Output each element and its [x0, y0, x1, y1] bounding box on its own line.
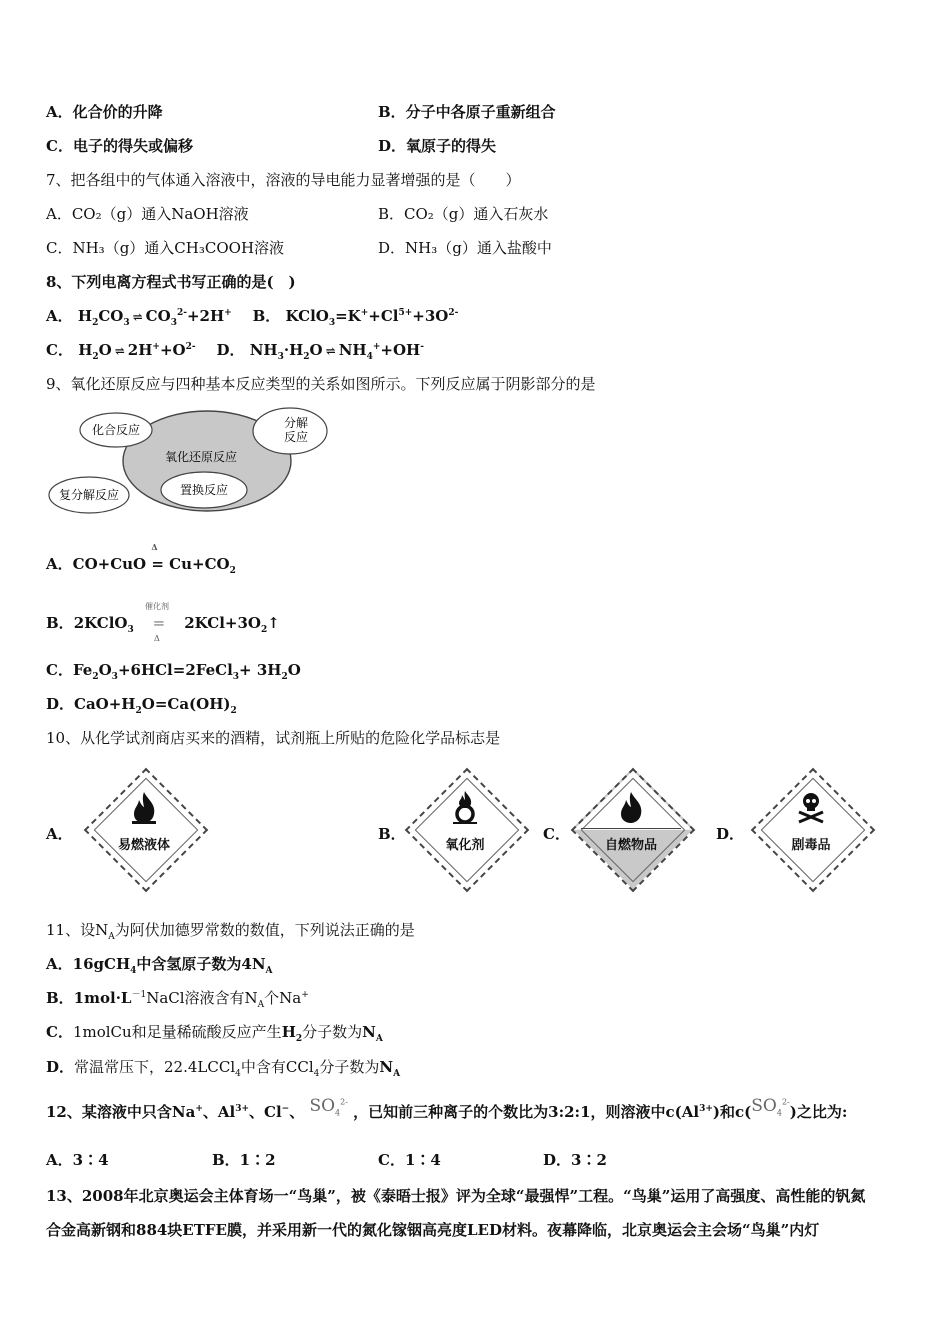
q11-option-c: C．1molCu和足量稀硫酸反应产生$H_2$分子数为$N_A$ [46, 1023, 383, 1044]
q12-stem: 12、某溶液中只含Na+、$Al^{3+}$、Cl−、 $SO_4^{2-}$ ，已知前三种离子的个数比为3:2:1，则溶液中$c(Al^{3+})$和$c(SO_4^{2-})$之比为: [46, 1096, 848, 1121]
q12-option-c: C．1∶4 [378, 1151, 441, 1169]
hazard-sign-spontaneously-combustible [571, 768, 691, 888]
flame-icon [128, 790, 160, 824]
combination-label: 化合反应 [91, 423, 141, 437]
q10-c-label: C． [543, 825, 570, 843]
q11-stem: 11、设$N_A$为阿伏加德罗常数的数值，下列说法正确的是 [46, 921, 415, 942]
q12-option-b: B．1∶2 [212, 1151, 276, 1169]
q9-option-c: C．$Fe_2O_3+6HCl=2FeCl_3+ 3H_2O$ [46, 661, 301, 682]
q10-a-label: A． [46, 825, 73, 843]
hazard-sign-flammable-liquid [84, 768, 204, 888]
q7-option-d: D．NH₃（g）通入盐酸中 [378, 239, 552, 257]
q8-d-equation: $NH_3\cdot H_2O$ ⇌ $NH_4^++OH^-$ [249, 341, 424, 362]
q11-option-a: A．16gCH$_4$中含氢原子数为$4N_A$ [46, 955, 273, 976]
q7-option-c: C．NH₃（g）通入CH₃COOH溶液 [46, 239, 285, 257]
q11-option-b: B．$1mol\cdot L^{-1}NaCl$溶液含有$N_A$个Na+ [46, 989, 309, 1010]
decomposition-label-1: 分解 [283, 416, 309, 430]
q9-option-b: B．2KClO$_3$ = 催化剂 Δ $2KCl+3O_2↑$ [46, 613, 280, 633]
q9-a-label: A． [46, 555, 73, 573]
q6-option-b: B．分子中各原子重新组合 [378, 103, 556, 121]
q9-b-catalyst: 催化剂 [144, 602, 169, 611]
q8-a-equation: $H_2CO_3$ ⇌ $CO_3^{2-}+2H^+$ [77, 307, 232, 328]
hazard-sign-toxic [751, 768, 871, 888]
reaction-relationship-diagram [46, 406, 336, 518]
q9-b-heat: Δ [153, 634, 160, 643]
q9-stem: 9、氧化还原反应与四种基本反应类型的关系如图所示。下列反应属于阴影部分的是 [46, 375, 596, 393]
q9-option-d: D．$CaO+H_2O=Ca(OH)_2$ [46, 695, 237, 716]
double-decomposition-label: 复分解反应 [58, 488, 120, 502]
hazard-sign-b-label: 氧化剂 [445, 838, 485, 853]
q9-d-label: D． [46, 695, 75, 713]
hazard-sign-oxidizer [405, 768, 525, 888]
q9-a-condition: Δ [151, 542, 158, 552]
q7-stem: 7、把各组中的气体通入溶液中，溶液的导电能力显著增强的是（ ） [46, 171, 521, 189]
skull-crossbones-icon [795, 790, 827, 824]
q12-option-a: A．3∶4 [46, 1151, 109, 1169]
q12-option-d: D．3∶2 [543, 1151, 607, 1169]
q9-b-label: B． [46, 614, 74, 632]
hazard-sign-a-label: 易燃液体 [117, 838, 170, 853]
q8-d-label: D． [216, 341, 245, 359]
q7-option-b: B．CO₂（g）通入石灰水 [378, 205, 549, 223]
q10-b-label: B． [378, 825, 406, 843]
q9-c-label: C． [46, 661, 73, 679]
q11-option-d: D．常温常压下，22.4LCCl$_4$中含有CCl$_4$分子数为$N_A$ [46, 1058, 401, 1079]
q8-c-label: C． [46, 341, 73, 359]
q6-option-a: A．化合价的升降 [46, 103, 163, 121]
q10-stem: 10、从化学试剂商店买来的酒精，试剂瓶上所贴的危险化学品标志是 [46, 729, 501, 747]
q9-option-a: A．CO+CuO = Δ $Cu+CO_2$ [46, 554, 236, 574]
hazard-sign-c-label: 自燃物品 [604, 838, 657, 853]
q8-options-ab [46, 306, 458, 327]
q8-a-label: A． [46, 307, 73, 325]
hazard-sign-d-label: 剧毒品 [791, 838, 831, 853]
q10-d-label: D． [716, 825, 745, 843]
q8-c-equation: $H_2O$ ⇌ $2H^++O^{2-}$ [78, 341, 196, 362]
redox-label: 氧化还原反应 [164, 450, 238, 464]
q13-line-2: 合金高新钢和884块ETFE膜，并采用新一代的氮化镓铟高亮度LED材料。夜幕降临，北京奥运会主会场“鸟巢”内灯 [46, 1221, 820, 1239]
q13-line-1: 13、2008年北京奥运会主体育场一“鸟巢”，被《泰晤士报》评为全球“最强悍”工程。“鸟巢”运用了高强度、高性能的钒氮 [46, 1187, 866, 1205]
q7-option-a: A．CO₂（g）通入NaOH溶液 [46, 205, 249, 223]
q8-stem: 8、下列电离方程式书写正确的是( ) [46, 273, 296, 291]
flame-over-circle-icon [449, 790, 481, 824]
q6-option-d: D．氧原子的得失 [378, 137, 497, 155]
flame-icon [615, 790, 647, 824]
q6-option-c: C．电子的得失或偏移 [46, 137, 193, 155]
q8-options-cd [46, 340, 424, 361]
displacement-label: 置换反应 [179, 483, 229, 497]
decomposition-label-2: 反应 [283, 430, 309, 444]
q8-b-label: B． [252, 307, 281, 325]
q8-b-equation: $KClO_3=K^++Cl^{5+}+3O^{2-}$ [285, 307, 459, 328]
